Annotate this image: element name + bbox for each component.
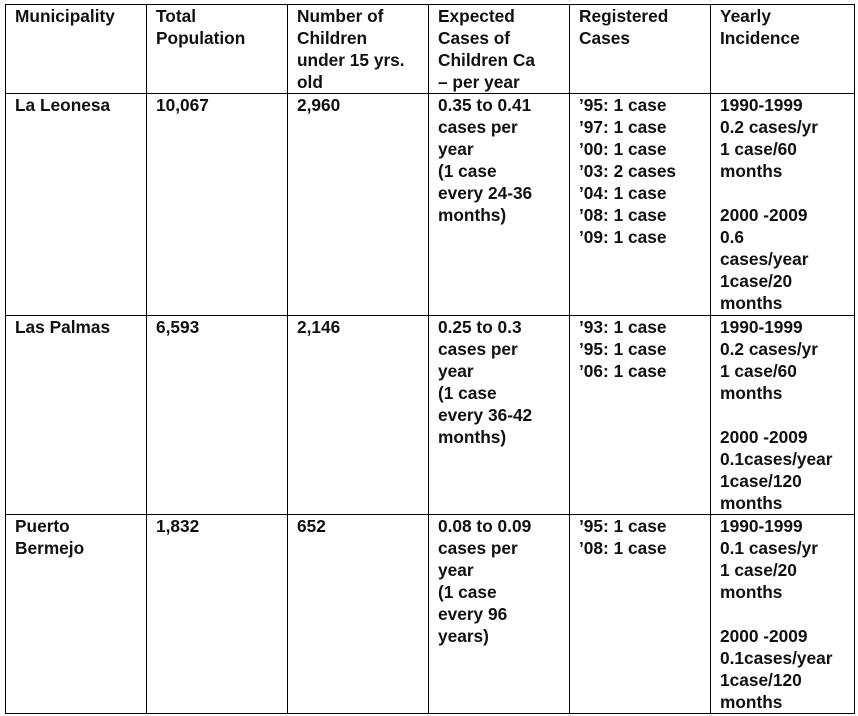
cell-municipality: Puerto Bermejo	[6, 515, 147, 714]
table-row	[6, 94, 855, 316]
cell-children-under-15: 652	[288, 515, 429, 714]
incidence-table	[5, 4, 855, 714]
cell-municipality: Las Palmas	[6, 316, 147, 515]
cell-registered-cases: ’95: 1 case ’08: 1 case	[570, 515, 711, 714]
cell-total-population: 10,067	[147, 94, 288, 316]
header-registered-cases: Registered Cases	[570, 5, 711, 94]
header-children-under-15: Number of Children under 15 yrs. old	[288, 5, 429, 94]
header-row	[6, 5, 855, 94]
cell-expected-cases: 0.08 to 0.09 cases per year (1 case every 96 years)	[429, 515, 570, 714]
cell-children-under-15: 2,146	[288, 316, 429, 515]
cell-total-population: 6,593	[147, 316, 288, 515]
cell-expected-cases: 0.35 to 0.41 cases per year (1 case every 24-36 months)	[429, 94, 570, 316]
cell-yearly-incidence: 1990-1999 0.2 cases/yr 1 case/60 months 2000 -2009 0.6 cases/year 1case/20 months	[711, 94, 855, 316]
cell-registered-cases: ’93: 1 case ’95: 1 case ’06: 1 case	[570, 316, 711, 515]
table-row	[6, 515, 855, 714]
header-expected-cases: Expected Cases of Children Ca – per year	[429, 5, 570, 94]
table-row	[6, 316, 855, 515]
cell-yearly-incidence: 1990-1999 0.1 cases/yr 1 case/20 months 2000 -2009 0.1cases/year 1case/120 months	[711, 515, 855, 714]
header-total-population: Total Population	[147, 5, 288, 94]
cell-registered-cases: ’95: 1 case ’97: 1 case ’00: 1 case ’03: 2 cases ’04: 1 case ’08: 1 case ’09: 1 case	[570, 94, 711, 316]
cell-yearly-incidence: 1990-1999 0.2 cases/yr 1 case/60 months 2000 -2009 0.1cases/year 1case/120 months	[711, 316, 855, 515]
cell-municipality: La Leonesa	[6, 94, 147, 316]
cell-expected-cases: 0.25 to 0.3 cases per year (1 case every 36-42 months)	[429, 316, 570, 515]
cell-total-population: 1,832	[147, 515, 288, 714]
header-municipality: Municipality	[6, 5, 147, 94]
cell-children-under-15: 2,960	[288, 94, 429, 316]
header-yearly-incidence: Yearly Incidence	[711, 5, 855, 94]
